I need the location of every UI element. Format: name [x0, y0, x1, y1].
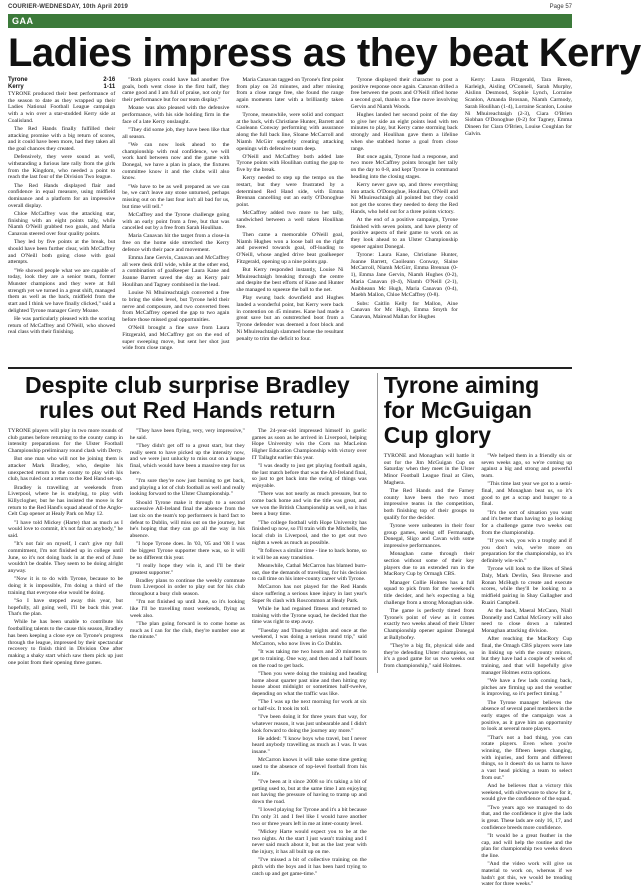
article-paragraph: Manager Collie Holmes has a full squad to pick from for the weekend's title decider, and he's expecting a big challenge from a strong Monaghan side.: [383, 579, 475, 606]
masthead-date: COURIER-WEDNESDAY, 10th April 2019: [8, 4, 129, 10]
score-value: 2-16: [103, 77, 116, 83]
main-column-5: [465, 77, 572, 353]
article-paragraph: Defensively, they were sound as well, withstanding a furious late rally from the girls from the Kingdom, who needed a point to reach the last four of the Division Two league.: [8, 154, 116, 181]
article-paragraph: "And the video work will give us material to work on, whereas if we hadn't got this, we would be treading water for three weeks.": [481, 861, 572, 888]
article-paragraph: And he believes that a victory this weekend, with silverware to show for it, would give the confidence of the squad.: [481, 783, 572, 803]
article-paragraph: Play swung back downfield and Hughes landed a wonderful point, but Kerry were back in contention on 45 minutes. Kane had made a great save but an outstretched boot from a Tyrone defender was deemed a foot block and Ni Mhuireachtaigh slammed home the resultant penalty to trim the deficit to four.: [236, 295, 344, 342]
article-paragraph: Bradley is travelling at weekends from Liverpool, where he is studying, to play with Killyclogher, but he has insisted the move is for return to the Red Hand's squad ahead of the Anglo-Celt Cup opener at Healy Park on May 12.: [8, 484, 123, 518]
article-paragraph: "We have a few lads coming back, pitches are firming up and the weather is improving, so it's perfect timing.": [481, 678, 572, 698]
article-paragraph: Monaghan came through their section without some of their key players due to an extended run in the MacRory Cup by Ormagh CBS.: [383, 551, 475, 578]
article-paragraph: "This time last year we got to a semi-final, and Monaghan beat us, so it's good to get a scrap and hunger to a final.: [481, 481, 572, 508]
article-paragraph: Bradley plans to continue the weekly commute from Liverpool in order to play out for his club throughout a busy club season.: [129, 577, 245, 598]
article-paragraph: Emma Jane Gervin, Canavan and McCaffrey all were desk drill wide, while at the other end, a combination of goalkeeper Laura Kane and Joanne Barrett saved the day as Kerry pair Houlihan and Tagney combined in the lead.: [122, 255, 230, 288]
article-paragraph: "Now it is to do with Tyrone, because to be doing it is impossible, I'm doing a third of the training that everyone else would be doing.: [8, 576, 123, 596]
article-paragraph: While he has been unable to contribute his footballing talents to the cause this season, Bradley has been keeping a close eye on Tyrone's progress through the league, impressed by their spectacular recovery to finish third in Division One after making a shaky start which saw them pick up just one point from their opening three games.: [8, 619, 123, 666]
article-paragraph: "I hope Tyrone does. In '03, '05 and '08 I was the biggest Tyrone supporter there was, so it will be no different this year.: [129, 541, 245, 561]
article-paragraph: Subs: Caitlin Kelly for Mallon, Aine Canavan for Mc Hugh, Emma Smyth for Canavan, Mairead Mallan for Hughes: [350, 300, 458, 320]
article-paragraph: "So I have stepped away this year, but hopefully, all going well, I'll be back this year. That's the plan.: [8, 597, 123, 618]
article-paragraph: TYRONE and Monaghan will battle it out for the Jim McGuigan Cup on Saturday when they meet in the Ulster Minor Football League final at Glen, Maghera.: [383, 453, 475, 486]
section-bar: [8, 14, 572, 28]
article-paragraph: "Mickey Harte would expect you to be at the two nights. At the start I just wasn't training and I never said much about it, but as the last year with the injury, it has all built up on me.: [251, 828, 367, 855]
article-paragraph: Kerry needed to step up the tempo on the restart, but they were frustrated by a determined Red Hand side, with Emma Brennan cancelling out an early O'Donoghue point.: [236, 175, 344, 209]
bradley-column-3: [251, 428, 367, 877]
article-paragraph: "I really hope they win it, and I'll be their greatest supporter.": [129, 562, 245, 576]
article-paragraph: At the end of a positive campaign, Tyrone finished with seven points, and have plenty of positive aspects of their game to work on as they look ahead to an Ulster Championship opener against Donegal.: [350, 217, 458, 250]
article-paragraph: Should Tyrone make it through to a second successive All-Ireland final the absence from the last six on the team's top performers is hard fact to defeat to Dublin, will miss out on the journey, but he's hoping that they can go all the way in his absence.: [129, 499, 245, 540]
article-paragraph: "They're a big fit, physical side and they're defending Ulster champions, so it's a good game for us two weeks out from championship," said Holmes.: [383, 642, 475, 670]
page-number: Page 57: [549, 4, 572, 10]
article-paragraph: Tyrone displayed their character to post a positive response once again. Canavan drilled a free between the posts and O'Neill rifled home a second goal, thanks to a fine move involving Gervin and Niamh Woods.: [350, 77, 458, 110]
article-paragraph: "Both players could have had another five goals, both went close in the first half, they came good and I am full of praise, not only for their performance but for our team display.": [122, 77, 230, 104]
article-paragraph: O'Neill brought a fine save from Laura Fitzgerald, and McCaffrey got on the end of super sweeping move, but sent her shot just wide from close range.: [122, 325, 230, 352]
article-paragraph: Tyrone were unbeaten in their four group games, seeing off Fermanagh, Donegal, Sligo and Cavan with some impressive performances.: [383, 523, 475, 550]
article-paragraph: "The plan going forward is to come home as much as I can for the club, they're number one at the minute.": [129, 620, 245, 641]
score-value: 1-11: [103, 84, 116, 90]
article-paragraph: The game is perfectly timed from Tyrone's point of view as it comes exactly two weeks ahead of their Ulster Championship opener against Donegal at Ballybofey.: [383, 607, 475, 641]
minor-column-2: [481, 453, 572, 888]
main-column-4: [351, 77, 458, 353]
article-paragraph: "I've been doing it for three years that way, for whatever reason, it was just unbearable and I didn't look forward to doing the journey any more.": [251, 714, 367, 734]
article-paragraph: Louise Ni Mhuireachtaigh converted a free to bring the sides level, but Tyrone held their nerve and composure, and two converted frees from McCaffrey opened the gap to two again before those missed goal opportunities.: [122, 290, 230, 323]
minor-column-1: [384, 453, 475, 703]
article-paragraph: "I've been at it since 2008 so it's taking a bit of getting used to, but at the same time I am enjoying not having the pressure of having to tramp up and down the road.: [251, 778, 367, 806]
masthead: [8, 0, 572, 13]
article-paragraph: Chloe McCaffrey was the attacking star, finishing with an eight points tally, while Niamh O'Neill grabbed two goals, and Maria Canavan steered over four quality points.: [8, 210, 116, 238]
article-paragraph: McCaffrey added two more to her tally, sandwiched between a well taken Houlihan free.: [236, 210, 344, 230]
article-paragraph: "The college football with Hope University has finished up now, so I'll train with the Mitchells, the local club in Liverpool, and the to get out two nights a week as much as possible.: [251, 519, 367, 546]
article-paragraph: O'Neill and McCaffrey both added late Tyrone points with Houlihan cutting the gap to five by the break.: [236, 153, 344, 174]
main-story: [8, 31, 641, 361]
article-paragraph: "Two years ago we managed to do that, and the confidence it give the lads is great. These lads are only 16, 17, and confidence breeds more confidence.: [481, 804, 572, 831]
article-paragraph: After reaching the MacRory Cup final, the Omagh CBS players were late in linking up with the county minors, but they have had a couple of weeks of training, and that will hopefully give manager Holmes extra options.: [481, 636, 572, 676]
minor-league-headline: Tyrone aiming for McGuigan Cup glory: [383, 372, 540, 448]
article-paragraph: "It was taking me two hours and 20 minutes to get to training. One way, and then and a half hours on the road to get back.: [251, 649, 367, 669]
bradley-headline: Despite club surprise Bradley rules out Red Hands return: [25, 372, 350, 423]
article-paragraph: "They have been flying, very, very impressive," he said.: [129, 428, 245, 441]
main-column-2: [122, 77, 229, 353]
article-paragraph: Meanwhile, Cathal McCarron has blamed burn-out, due the demands of travelling, for his decision to call time on his inter-county career with Tyrone.: [251, 562, 367, 583]
article-paragraph: "I'm sure they're now just burning to get back, and playing a lot of club football as well and really looking forward to the Ulster Championship.": [129, 477, 245, 498]
main-story-columns: [8, 77, 572, 353]
article-paragraph: "There was not nearly as much pressure, but to come back home and win the title was great, and we won the British Championship as well, so it has been a busy time.: [251, 491, 367, 518]
article-paragraph: "I have told Mickey (Harte) that as much as I would love to commit, it's not fair on anybody," he said.: [8, 519, 123, 540]
section-divider: [8, 367, 572, 369]
main-column-1: [8, 77, 115, 353]
main-headline: Ladies impress as they beat Kerry: [8, 31, 641, 75]
article-paragraph: "It would be a great feather in the cap, and will help the routine and the plan for championship two weeks down the line.: [481, 832, 572, 860]
article-paragraph: "It follows a similar time - line to back home, so it will be an easy transition.: [251, 547, 367, 561]
bradley-column-2: [130, 428, 245, 678]
article-paragraph: At the back, Maeral McCann, Niall Donnelly and Cathal McGrory will also need to close down a talented Monaghan attacking division.: [481, 607, 572, 635]
article-paragraph: Maria Canavan hit the target from a close-in free on the home side stretched the Kerry defence with their pace and movement.: [122, 233, 230, 253]
article-paragraph: Maria Canavan tagged on Tyrone's first point from play on 24 minutes, and after missing from a close range free, she found the range again moments later with a brilliantly taken score.: [236, 77, 344, 110]
article-paragraph: The Tyrone manager believes the absence of several panel members in the early stages of the campaign was a positive, as it gave him an opportunity to look at several more players.: [481, 699, 572, 733]
bradley-column-1: [8, 428, 123, 678]
article-paragraph: TYRONE produced their best performance of the season to date as they wrapped up their Ladies National Football League campaign with a win over a star-studded Kerry side at Coalisland.: [8, 91, 116, 124]
article-paragraph: "Then you were doing the training and heading home about quarter past nine and then hitting my house about midnight or sometimes half-twelve, depending on what the traffic was like.: [251, 670, 367, 698]
article-paragraph: "I'm not finished up until June, so it's looking like I'll be travelling most weekends, flying as week also.: [129, 599, 245, 619]
article-paragraph: "Tuesday and Thursday nights and once at the weekend, I was doing a serious round trip," said McCarron, who now lives in Co Dublin.: [251, 627, 367, 648]
article-paragraph: The 24-year-old impressed himself in gaelic games as soon as he arrived in Liverpool, helping Hope University win the Corn na MacLeinn Higher Education Championship with victory over IT Tallaght earlier this year.: [251, 428, 367, 461]
article-paragraph: McCarron has not played for the Red Hands since suffering a serious knee injury in last year's Super 8s clash with Roscommon at Healy Park.: [251, 584, 367, 604]
article-paragraph: But one man who will not be joining them is attacker Mark Bradley, who, despite his unexpected return to the county to play with his club, has ruled out a return to the Red Hand set-up.: [8, 456, 123, 483]
article-paragraph: The Red Hands displayed flair and confidence in equal measure, using midfield dominance and a platform for an impressive overall display.: [8, 182, 116, 209]
article-paragraph: "We helped them in a friendly six or seven weeks ago, so we're coming up against a big and strong and powerful team.: [481, 453, 572, 480]
article-paragraph: Moane was also pleased with the defensive performance, with his side holding firm in the face of a late Kerry onslaught.: [122, 105, 230, 125]
bradley-story-columns: [8, 428, 367, 877]
article-paragraph: He was particularly pleased with the scoring return of McCaffrey and O'Neill, who showed real class with their finishing.: [8, 316, 116, 336]
article-paragraph: Kerry: Laura Fitzgerald, Tara Breen, Karleigh, Aisling O'Connell, Sarah Murphy, Aislinn Desmond, Sophie Lynch, Lorraine Scanlon, Amanda Brosnan, Niamh Carmody, Sarah Houlihan (1-4), Lorraine Scanlon, Louise Ni Mhuireachtaigh (2-3), Ciara O'Brien Siobhan O'Donoghue (0-2) for Tagney, Emma Dineen for Ciara O'Brien, Louise Coughlan for Galvin.: [464, 77, 573, 137]
article-paragraph: "They did some job, they have been like that all season.: [122, 126, 230, 140]
article-paragraph: "They didn't get off to a great start, but they really seem to have picked up the intensity now, and we were just unlucky to miss out on a league final, which would have been a massive step for us here.: [129, 442, 245, 476]
article-paragraph: "I was deadly to just get playing football again, the last match before that was the All-Ireland final, so just to get back into the swing of things was enjoyable.: [251, 463, 367, 490]
minor-league-story: [377, 372, 572, 888]
article-paragraph: "That's not a bad thing, you can rotate players. Even when you're winning, the fifteen keeps changing, with injuries, and form and different things, so it doesn't do us harm to have a vast head picking a team to select from out.": [481, 734, 572, 781]
score-team: Kerry: [8, 84, 24, 90]
article-paragraph: Tyrone, meanwhile, were solid and compact at the back, with Christiane Hunter, Barrett and Caoleann Conway performing with assurance along the full back line, Sloane McCarroll and Niamh McGirr superbly creating attacking openings with defensive team deep.: [236, 112, 344, 152]
article-paragraph: They led by five points at the break, but should have been further clear, with McCaffrey and O'Neill both going close with goal attempts.: [8, 239, 116, 266]
article-paragraph: "It's the sort of situation you want and it's better than having to go looking for a challenge game two weeks out from the championship.: [481, 509, 572, 536]
score-team: Tyrone: [8, 77, 28, 83]
article-paragraph: The Red Hands and the Farney county have been the two most impressive teams in the competition, both finishing top of their groups to qualify for the decider.: [383, 488, 475, 521]
article-paragraph: "We showed people what we are capable of today, look they are a senior team, former Munster champions and they were at full strength yet we turned in a great shift, managed them as well as the back, midfield from the start and I think we have finally clicked," said a delighted Tyrone manager Gerry Moane.: [8, 267, 116, 314]
article-paragraph: While he had regained fitness and returned to training with the Tyrone squad, he decided that the time was right to step away.: [251, 606, 367, 626]
main-column-3: [236, 77, 343, 353]
article-paragraph: Tyrone: Laura Kane, Christiane Hunter, Joanne Barrett, Caoileann Conway, Slaine McCarroll, Niamh McGirr, Emma Brennan (0-1), Emma Jane Gervin, Niamh Hughes (0-2), Maria Canavan (0-4), Niamh O'Neill (2-1), Aoibheann Mc Hugh, Maria Canavan (0-4), Maebh Mallon, Chloe McCaffrey (0-8).: [350, 252, 458, 299]
article-paragraph: Tyrone will look to the likes of Sheá Daly, Mark Devlin, Sea Browne and Ronan McHugh to create and execute scores, while they'll be looking to a midfield pairing in Shay Gallagher and Ruairi Campbell.: [481, 566, 572, 606]
article-paragraph: Then came a memorable O'Neill goal, Niamh Hughes won a loose ball on the right and powered towards goal, off-loading to O'Neill, whose angled drive beat goalkeeper Fitzgerald, opening up a nine points gap.: [236, 231, 344, 265]
article-paragraph: "We have to be as well prepared as we can be, we can't leave any stone unturned, perhaps missing out on the last four isn't all bad for us, but time will tell.": [122, 183, 230, 210]
article-paragraph: "The I was up the next morning for work at six or half-six. It took its toll.: [251, 699, 367, 712]
score-line-kerry: [8, 84, 115, 91]
section-label: GAA: [12, 16, 34, 26]
article-paragraph: McCarron knows it will take some time getting used to the absence of top-level football from his life.: [251, 757, 367, 777]
bottom-stories: [8, 372, 572, 888]
article-paragraph: "If you win, you win a trophy and if you don't win, we're more on preparation for the championship, so it's definitely win-win.": [481, 537, 572, 565]
article-paragraph: "It's not fair on myself, I can't give my full commitment, I'm not finished up in college until June, so it's not doing back in at the end of June wouldn't be doable. They seem to be doing alright anyway.: [8, 541, 123, 575]
bradley-story: [8, 372, 367, 877]
minor-league-story-columns: [383, 453, 572, 888]
article-paragraph: "We can now look ahead to the championship with real confidence, we will work hard between now and the game with Donegal, we have a plan in place, the fixtures committee know it and the clubs will also know.: [122, 141, 230, 182]
article-paragraph: He added: "I know boys who travel, but I never heard anybody travelling as much as I was. It was insane.": [251, 735, 367, 756]
score-line-tyrone: [8, 77, 115, 84]
article-paragraph: Hughes landed her second point of the day to give her side an eight points lead with ten minutes to play, but Kerry came storming back strongly and Houlihan gave them a lifeline when she stabbed home a goal from close range.: [350, 112, 458, 152]
article-paragraph: TYRONE players will play in two more rounds of club games before returning to the county camp in intensity preparations for the Ulster Football Championship preliminary round clash with Derry.: [8, 428, 123, 455]
article-paragraph: The Red Hands finally fulfilled their attacking promise with a big return of scores, and it could have been more, had they taken all the goal chances they created.: [8, 126, 116, 153]
article-paragraph: Kerry never gave up, and threw everything into attack. O'Donoghue, Houlihan, O'Neill and Ni Mhuireachtaigh all pointed but they could not get the scores they needed to deny the Red Hands, who held out for a three points victory.: [350, 182, 458, 215]
article-paragraph: McCaffrey and the Tyrone challenge going with an early point from a free, but that was cancelled out by a free from Sarah Houlihan.: [122, 211, 230, 232]
article-paragraph: "I loved playing for Tyrone and it's a bit because I'm only 31 and I feel like I would have another two or three years left in me at inter-county level.: [251, 807, 367, 827]
article-paragraph: But Kerry responded instantly, Louise Ni Mhuireachtaigh breaking through the centre and despite the best efforts of Kane and Hunter she managed to squeeze the ball to the net.: [236, 266, 344, 294]
article-paragraph: "I've missed a bit of collective training on the pitch with the boys and it has been hard trying to catch up and get game-time.": [251, 857, 367, 877]
article-paragraph: But once again, Tyrone had a response, and two more McCaffrey points brought her tally on the day to 0-8, and kept Tyrone in command heading into the closing stages.: [350, 153, 458, 180]
